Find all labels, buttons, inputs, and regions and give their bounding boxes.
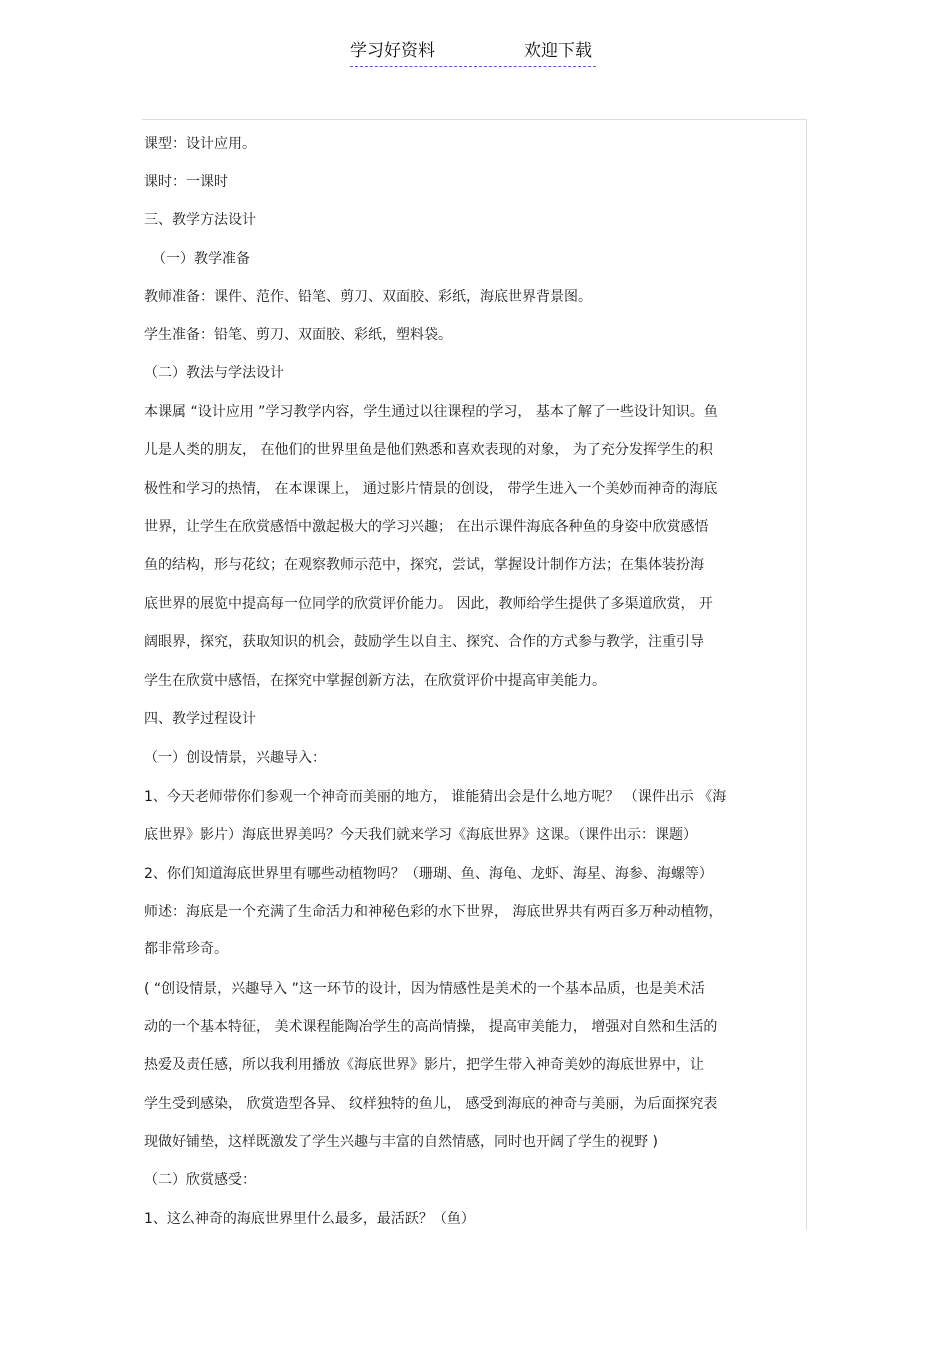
body-line: 三、教学方法设计 [144, 212, 256, 228]
body-line: （一）创设情景，兴趣导入： [144, 750, 326, 766]
body-line: 都非常珍奇。 [144, 941, 228, 957]
body-line: 师述：海底是一个充满了生命活力和神秘色彩的水下世界， 海底世界共有两百多万种动植物， [144, 904, 723, 920]
body-line: 极性和学习的热情， 在本课课上， 通过影片情景的创设， 带学生进入一个美妙而神奇的海底 [144, 481, 718, 497]
body-line: 学生在欣赏中感悟，在探究中掌握创新方法，在欣赏评价中提高审美能力。 [144, 673, 606, 689]
body-line: 世界，让学生在欣赏感悟中激起极大的学习兴趣； 在出示课件海底各种鱼的身姿中欣赏感悟 [144, 519, 709, 535]
body-line: 1、这么神奇的海底世界里什么最多，最活跃？（鱼） [144, 1211, 475, 1227]
body-line: （二）欣赏感受： [144, 1172, 256, 1188]
body-line: 学生受到感染， 欣赏造型各异、 纹样独特的鱼儿， 感受到海底的神奇与美丽，为后面探究表 [144, 1096, 718, 1112]
body-line: 鱼的结构，形与花纹；在观察教师示范中，探究，尝试，掌握设计制作方法；在集体装扮海 [144, 557, 704, 573]
body-line: 阔眼界，探究，获取知识的机会，鼓励学生以自主、探究、合作的方式参与教学，注重引导 [144, 634, 704, 650]
body-line: （二）教法与学法设计 [144, 365, 284, 381]
body-line: 儿是人类的朋友， 在他们的世界里鱼是他们熟悉和喜欢表现的对象， 为了充分发挥学生的积 [144, 442, 713, 458]
body-line: 动的一个基本特征， 美术课程能陶冶学生的高尚情操， 提高审美能力， 增强对自然和生活的 [144, 1019, 718, 1035]
header-right-text: 欢迎下载 [524, 41, 592, 61]
body-line: 学生准备：铅笔、剪刀、双面胶、彩纸，塑料袋。 [144, 327, 452, 343]
body-line: ( “创设情景，兴趣导入 ”这一环节的设计，因为情感性是美术的一个基本品质，也是美术活 [144, 981, 705, 997]
body-line: 教师准备：课件、范作、铅笔、剪刀、双面胶、彩纸，海底世界背景图。 [144, 289, 592, 305]
body-line: 现做好铺垫，这样既激发了学生兴趣与丰富的自然情感，同时也开阔了学生的视野 ) [144, 1134, 658, 1150]
body-line: 2、你们知道海底世界里有哪些动植物吗？（珊瑚、鱼、海龟、龙虾、海星、海参、海螺等） [144, 866, 713, 882]
body-line: （一）教学准备 [152, 251, 250, 267]
body-line: 热爱及责任感，所以我利用播放《海底世界》影片，把学生带入神奇美妙的海底世界中，让 [144, 1057, 704, 1073]
body-line: 底世界的展览中提高每一位同学的欣赏评价能力。 因此，教师给学生提供了多渠道欣赏， 开 [144, 596, 713, 612]
body-line: 底世界》影片）海底世界美吗？今天我们就来学习《海底世界》这课。（课件出示：课题） [144, 827, 697, 843]
body-line: 四、教学过程设计 [144, 711, 256, 727]
body-line: 课时：一课时 [144, 174, 228, 190]
body-line: 课型：设计应用。 [144, 136, 256, 152]
body-line: 1、今天老师带你们参观一个神奇而美丽的地方， 谁能猜出会是什么地方呢？ （课件出示 《海 [144, 789, 727, 805]
header-left-text: 学习好资料 [350, 41, 435, 61]
page-header [350, 40, 596, 67]
body-line: 本课属 “设计应用 ”学习教学内容，学生通过以往课程的学习， 基本了解了一些设计知识。鱼 [144, 404, 718, 420]
